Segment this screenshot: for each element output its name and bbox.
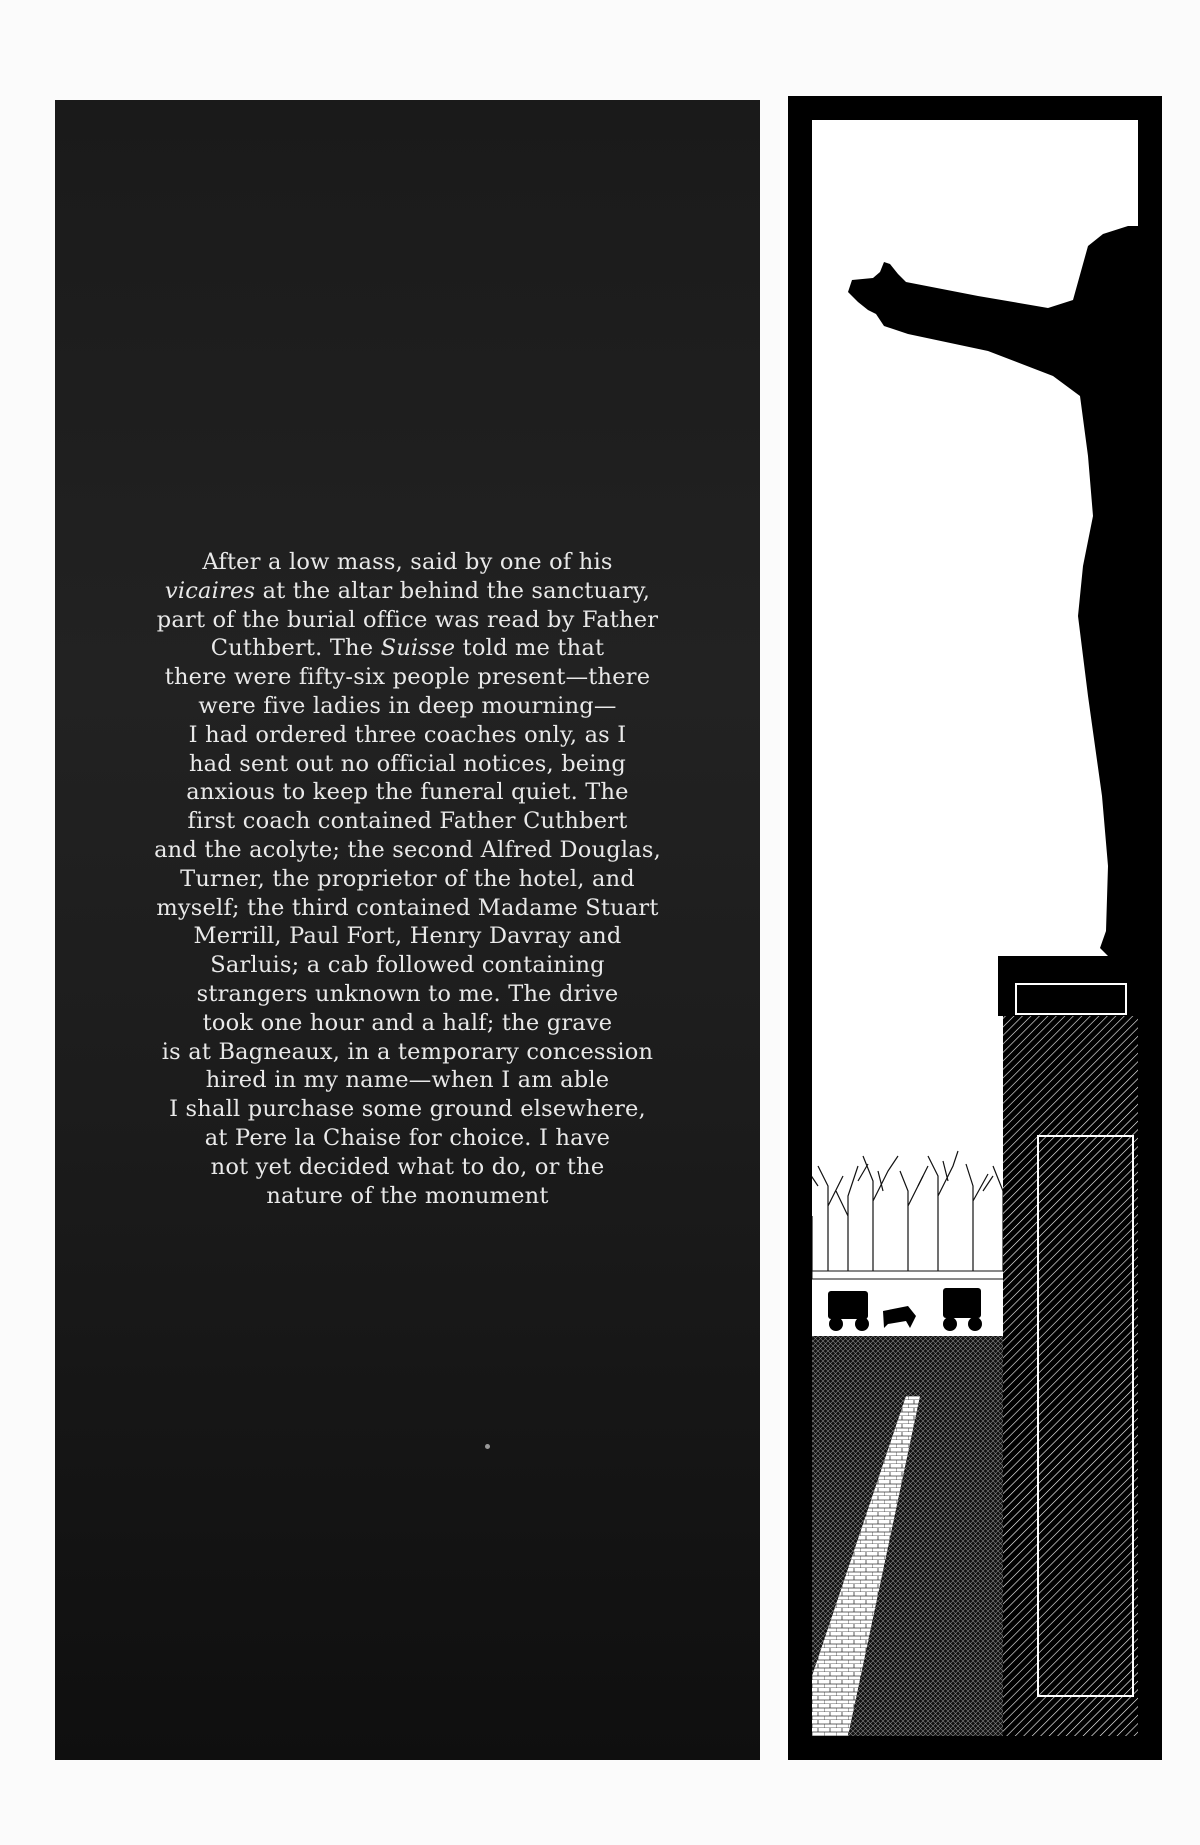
- narration-panel: [55, 100, 760, 1760]
- narration-line: [55, 1124, 760, 1153]
- narration-line: [55, 1009, 760, 1038]
- narration-text: [55, 548, 760, 1210]
- speck: [485, 1444, 490, 1449]
- italic-word: Suisse: [380, 635, 456, 662]
- narration-fragment: strangers unknown to me. The drive: [196, 980, 619, 1007]
- narration-fragment: Cuthbert. The: [210, 635, 381, 662]
- statue-pedestal: [998, 956, 1138, 1736]
- narration-fragment: told me that: [455, 635, 605, 662]
- narration-line: [55, 1153, 760, 1182]
- narration-fragment: part of the burial office was read by Father: [156, 606, 659, 633]
- narration-fragment: first coach contained Father Cuthbert: [187, 808, 628, 835]
- narration-line: [55, 721, 760, 750]
- narration-line: [55, 1182, 760, 1211]
- narration-line: [55, 606, 760, 635]
- narration-fragment: Sarluis; a cab followed containing: [210, 952, 605, 979]
- narration-line: [55, 1066, 760, 1095]
- narration-line: [55, 836, 760, 865]
- narration-line: [55, 692, 760, 721]
- narration-fragment: nature of the monument: [266, 1182, 549, 1209]
- narration-line: [55, 778, 760, 807]
- narration-line: [55, 634, 760, 663]
- narration-fragment: at the altar behind the sanctuary,: [255, 577, 651, 604]
- narration-fragment: is at Bagneaux, in a temporary concession: [161, 1038, 654, 1065]
- narration-fragment: hired in my name—when I am able: [205, 1067, 610, 1094]
- narration-fragment: were five ladies in deep mourning—: [198, 692, 617, 719]
- narration-line: [55, 894, 760, 923]
- narration-fragment: anxious to keep the funeral quiet. The: [186, 779, 629, 806]
- narration-fragment: took one hour and a half; the grave: [202, 1009, 613, 1036]
- narration-fragment: I shall purchase some ground elsewhere,: [169, 1096, 646, 1123]
- narration-line: [55, 951, 760, 980]
- narration-fragment: at Pere la Chaise for choice. I have: [204, 1124, 611, 1151]
- narration-line: [55, 577, 760, 606]
- wall: [812, 1271, 1012, 1279]
- narration-line: [55, 922, 760, 951]
- narration-line: [55, 980, 760, 1009]
- narration-line: [55, 548, 760, 577]
- narration-fragment: not yet decided what to do, or the: [210, 1153, 605, 1180]
- narration-line: [55, 807, 760, 836]
- italic-word: vicaires: [164, 577, 256, 604]
- narration-line: [55, 1095, 760, 1124]
- narration-line: [55, 865, 760, 894]
- narration-fragment: myself; the third contained Madame Stuart: [156, 894, 659, 921]
- narration-fragment: Turner, the proprietor of the hotel, and: [180, 865, 635, 892]
- narration-line: [55, 1038, 760, 1067]
- narration-fragment: had sent out no official notices, being: [188, 750, 627, 777]
- narration-fragment: I had ordered three coaches only, as I: [188, 721, 627, 748]
- narration-line: [55, 663, 760, 692]
- narration-fragment: After a low mass, said by one of his: [202, 549, 613, 575]
- narration-fragment: there were fifty-six people present—there: [164, 664, 651, 691]
- cemetery-illustration: [788, 96, 1162, 1760]
- narration-fragment: Merrill, Paul Fort, Henry Davray and: [193, 923, 622, 950]
- narration-line: [55, 750, 760, 779]
- cemetery-statue-panel: [788, 96, 1162, 1760]
- narration-fragment: and the acolyte; the second Alfred Douglas,: [154, 836, 661, 863]
